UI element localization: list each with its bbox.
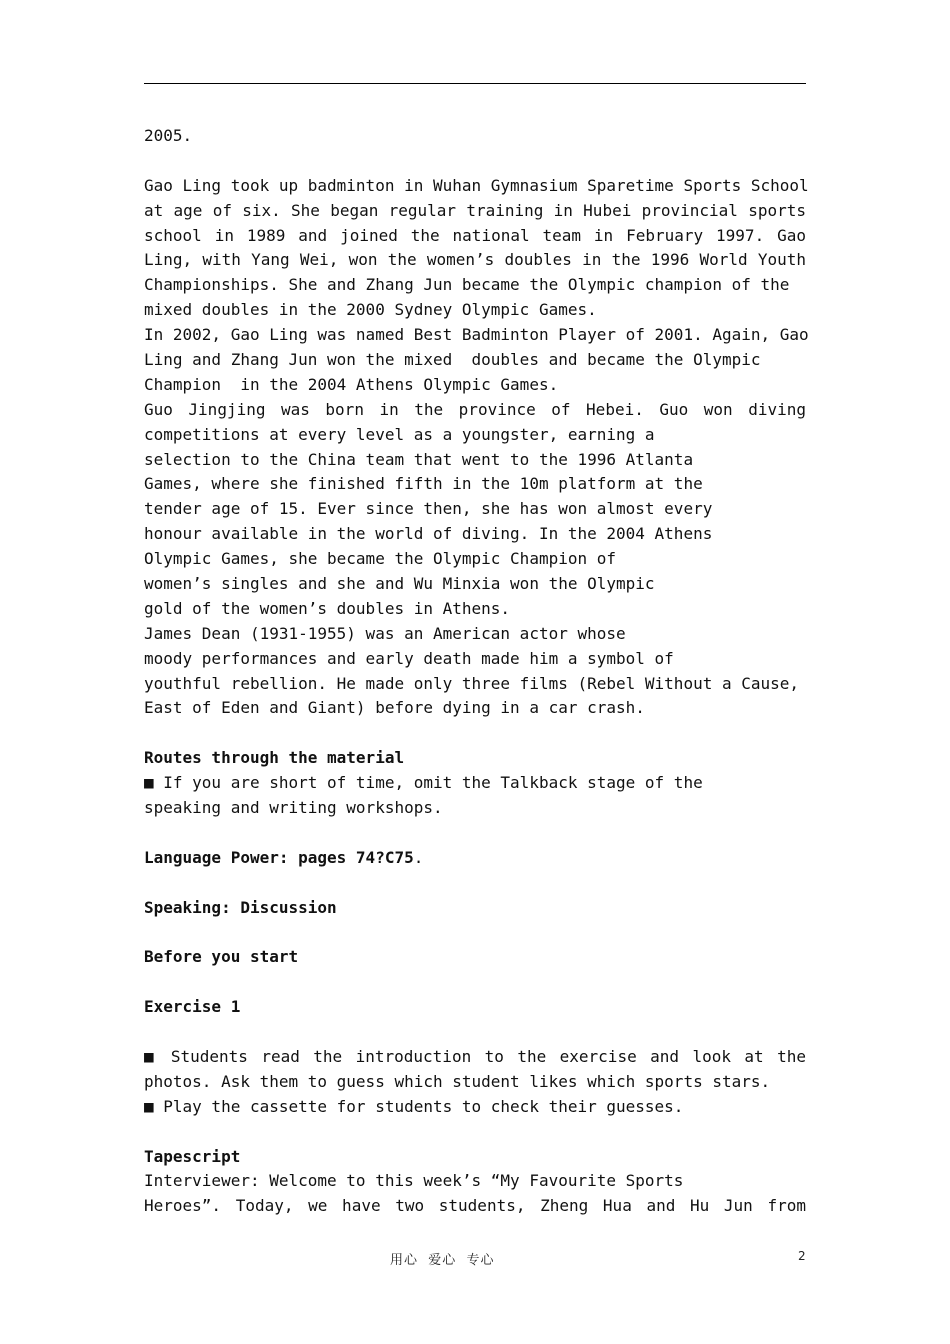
speaking-heading: Speaking: Discussion xyxy=(144,897,337,917)
text-line: moody performances and early death made him a symbol of xyxy=(144,648,674,668)
gao-ling-paragraph xyxy=(144,174,809,398)
text-line: photos. Ask them to guess which student likes which sports stars. xyxy=(144,1071,771,1091)
text-line: Games, where she finished fifth in the 10m platform at the xyxy=(144,474,703,494)
text-line: gold of the women’s doubles in Athens. xyxy=(144,598,511,618)
text-line: East of Eden and Giant) before dying in a car crash. xyxy=(144,698,645,718)
text-line: Champion in the 2004 Athens Olympic Games. xyxy=(144,374,559,394)
routes-heading: Routes through the material xyxy=(144,748,405,768)
text-line: Gao Ling took up badminton in Wuhan Gymnasium Sparetime Sports School xyxy=(144,175,809,195)
text-line: Interviewer: Welcome to this week’s “My Favourite Sports xyxy=(144,1171,684,1191)
text-line: Heroes”. Today, we have two students, Zheng Hua and Hu Jun from xyxy=(144,1196,806,1216)
intro-line: 2005. xyxy=(144,126,193,145)
text-line: speaking and writing workshops. xyxy=(144,798,443,818)
text-line: women’s singles and she and Wu Minxia won the Olympic xyxy=(144,574,655,594)
page-body xyxy=(144,124,809,1219)
before-you-start-heading: Before you start xyxy=(144,947,299,967)
james-dean-paragraph xyxy=(144,622,806,722)
text-line: mixed doubles in the 2000 Sydney Olympic Games. xyxy=(144,300,597,320)
language-power-line xyxy=(144,846,806,871)
text-line: youthful rebellion. He made only three films (Rebel Without a Cause, xyxy=(144,673,800,693)
text-line: Olympic Games, she became the Olympic Champion of xyxy=(144,549,617,569)
text-line: Championships. She and Zhang Jun became the Olympic champion of the xyxy=(144,275,790,295)
tapescript-heading: Tapescript xyxy=(144,1146,241,1166)
guo-jingjing-paragraph xyxy=(144,398,806,622)
text-line: James Dean (1931-1955) was an American actor whose xyxy=(144,623,626,643)
text-line: selection to the China team that went to the 1996 Atlanta xyxy=(144,449,694,469)
spacer xyxy=(144,871,806,896)
text-line: Ling and Zhang Jun won the mixed doubles and became the Olympic xyxy=(144,350,761,370)
text-line: school in 1989 and joined the national team in February 1997. Gao xyxy=(144,225,806,245)
spacer xyxy=(144,149,806,174)
page-footer xyxy=(0,1249,950,1269)
text-line: Ling, with Yang Wei, won the women’s doubles in the 1996 World Youth xyxy=(144,250,806,270)
footer-motto: 用心 爱心 专心 xyxy=(390,1253,495,1268)
text-line: competitions at every level as a youngster, earning a xyxy=(144,424,655,444)
text-line: at age of six. She began regular training in Hubei provincial sports xyxy=(144,200,806,220)
text-line: Guo Jingjing was born in the province of Hebei. Guo won diving xyxy=(144,399,806,419)
language-power-label: Language Power: pages 74?C75 xyxy=(144,847,414,867)
spacer xyxy=(144,1020,806,1045)
header-rule xyxy=(144,83,806,84)
bullet-item: ■ If you are short of time, omit the Talkback stage of the xyxy=(144,773,703,793)
bullet-item: ■ Students read the introduction to the exercise and look at the xyxy=(144,1046,806,1066)
page-number: 2 xyxy=(798,1249,806,1263)
spacer xyxy=(144,721,806,746)
exercise-heading: Exercise 1 xyxy=(144,997,241,1017)
spacer xyxy=(144,821,806,846)
spacer xyxy=(144,970,806,995)
text-line: honour available in the world of diving. In the 2004 Athens xyxy=(144,524,713,544)
spacer xyxy=(144,921,806,946)
spacer xyxy=(144,1120,806,1145)
text-line: In 2002, Gao Ling was named Best Badminton Player of 2001. Again, Gao xyxy=(144,325,809,345)
text-line: tender age of 15. Ever since then, she has won almost every xyxy=(144,499,713,519)
bullet-item: ■ Play the cassette for students to check their guesses. xyxy=(144,1096,684,1116)
language-power-suffix: . xyxy=(413,847,424,867)
